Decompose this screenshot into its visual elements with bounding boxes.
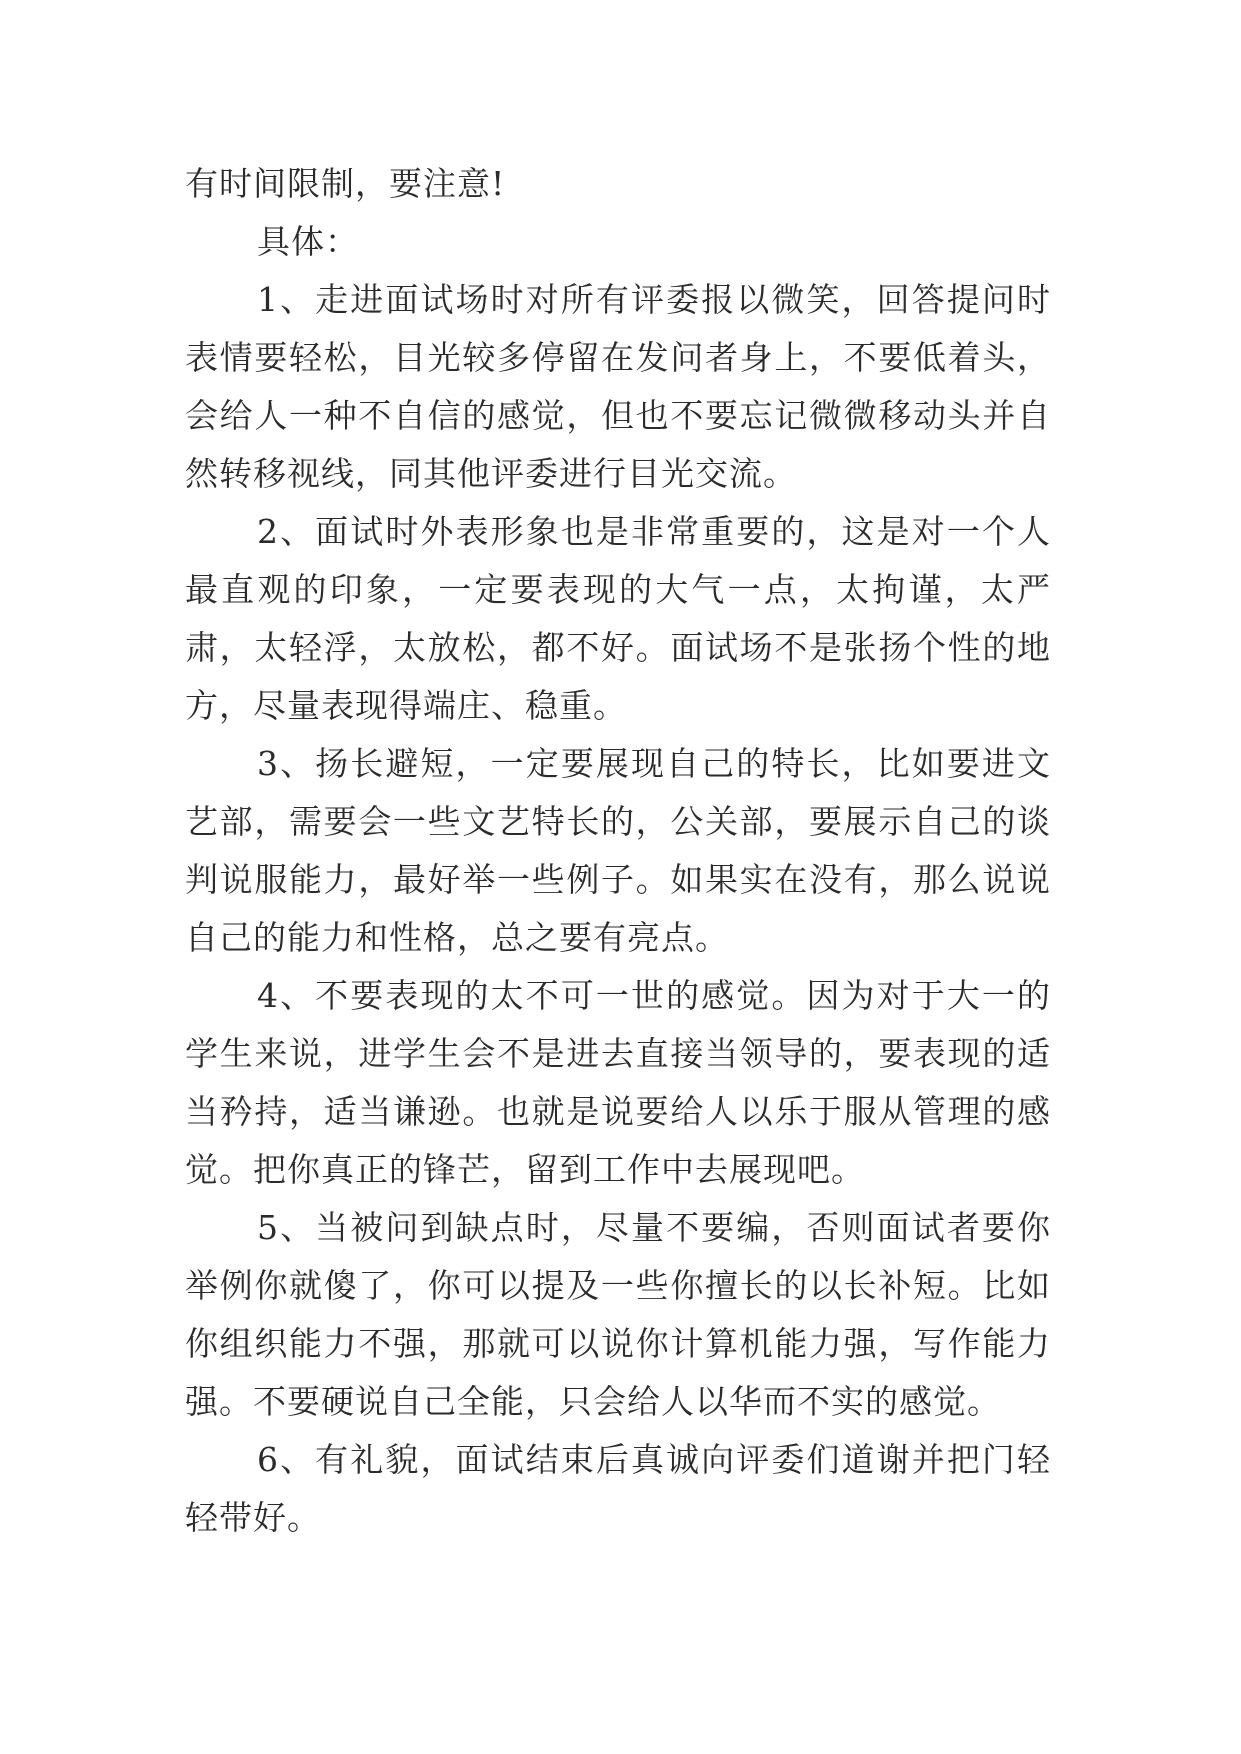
paragraph: 1、走进面试场时对所有评委报以微笑，回答提问时表情要轻松，目光较多停留在发问者身上，不要低着头，会给人一种不自信的感觉，但也不要忘记微微移动头并自然转移视线，同其他评委进行目光交流。: [185, 280, 1051, 493]
paragraph: 4、不要表现的太不可一世的感觉。因为对于大一的学生来说，进学生会不是进去直接当领导的，要表现的适当矜持，适当谦逊。也就是说要给人以乐于服从管理的感觉。把你真正的锋芒，留到工作中去展现吧。: [185, 976, 1051, 1189]
paragraph: 6、有礼貌，面试结束后真诚向评委们道谢并把门轻轻带好。: [185, 1440, 1051, 1537]
paragraph: 2、面试时外表形象也是非常重要的，这是对一个人最直观的印象，一定要表现的大气一点，太拘谨，太严肃，太轻浮，太放松，都不好。面试场不是张扬个性的地方，尽量表现得端庄、稳重。: [185, 512, 1051, 725]
paragraph: 3、扬长避短，一定要展现自己的特长，比如要进文艺部，需要会一些文艺特长的，公关部，要展示自己的谈判说服能力，最好举一些例子。如果实在没有，那么说说自己的能力和性格，总之要有亮点。: [185, 744, 1051, 957]
paragraph: 5、当被问到缺点时，尽量不要编，否则面试者要你举例你就傻了，你可以提及一些你擅长的以长补短。比如你组织能力不强，那就可以说你计算机能力强，写作能力强。不要硬说自己全能，只会给人以华而不实的感觉。: [185, 1208, 1051, 1421]
document-text-block: [185, 155, 1051, 1547]
paragraph: 具体：: [257, 222, 359, 261]
paragraph: 有时间限制，要注意!: [185, 164, 506, 203]
